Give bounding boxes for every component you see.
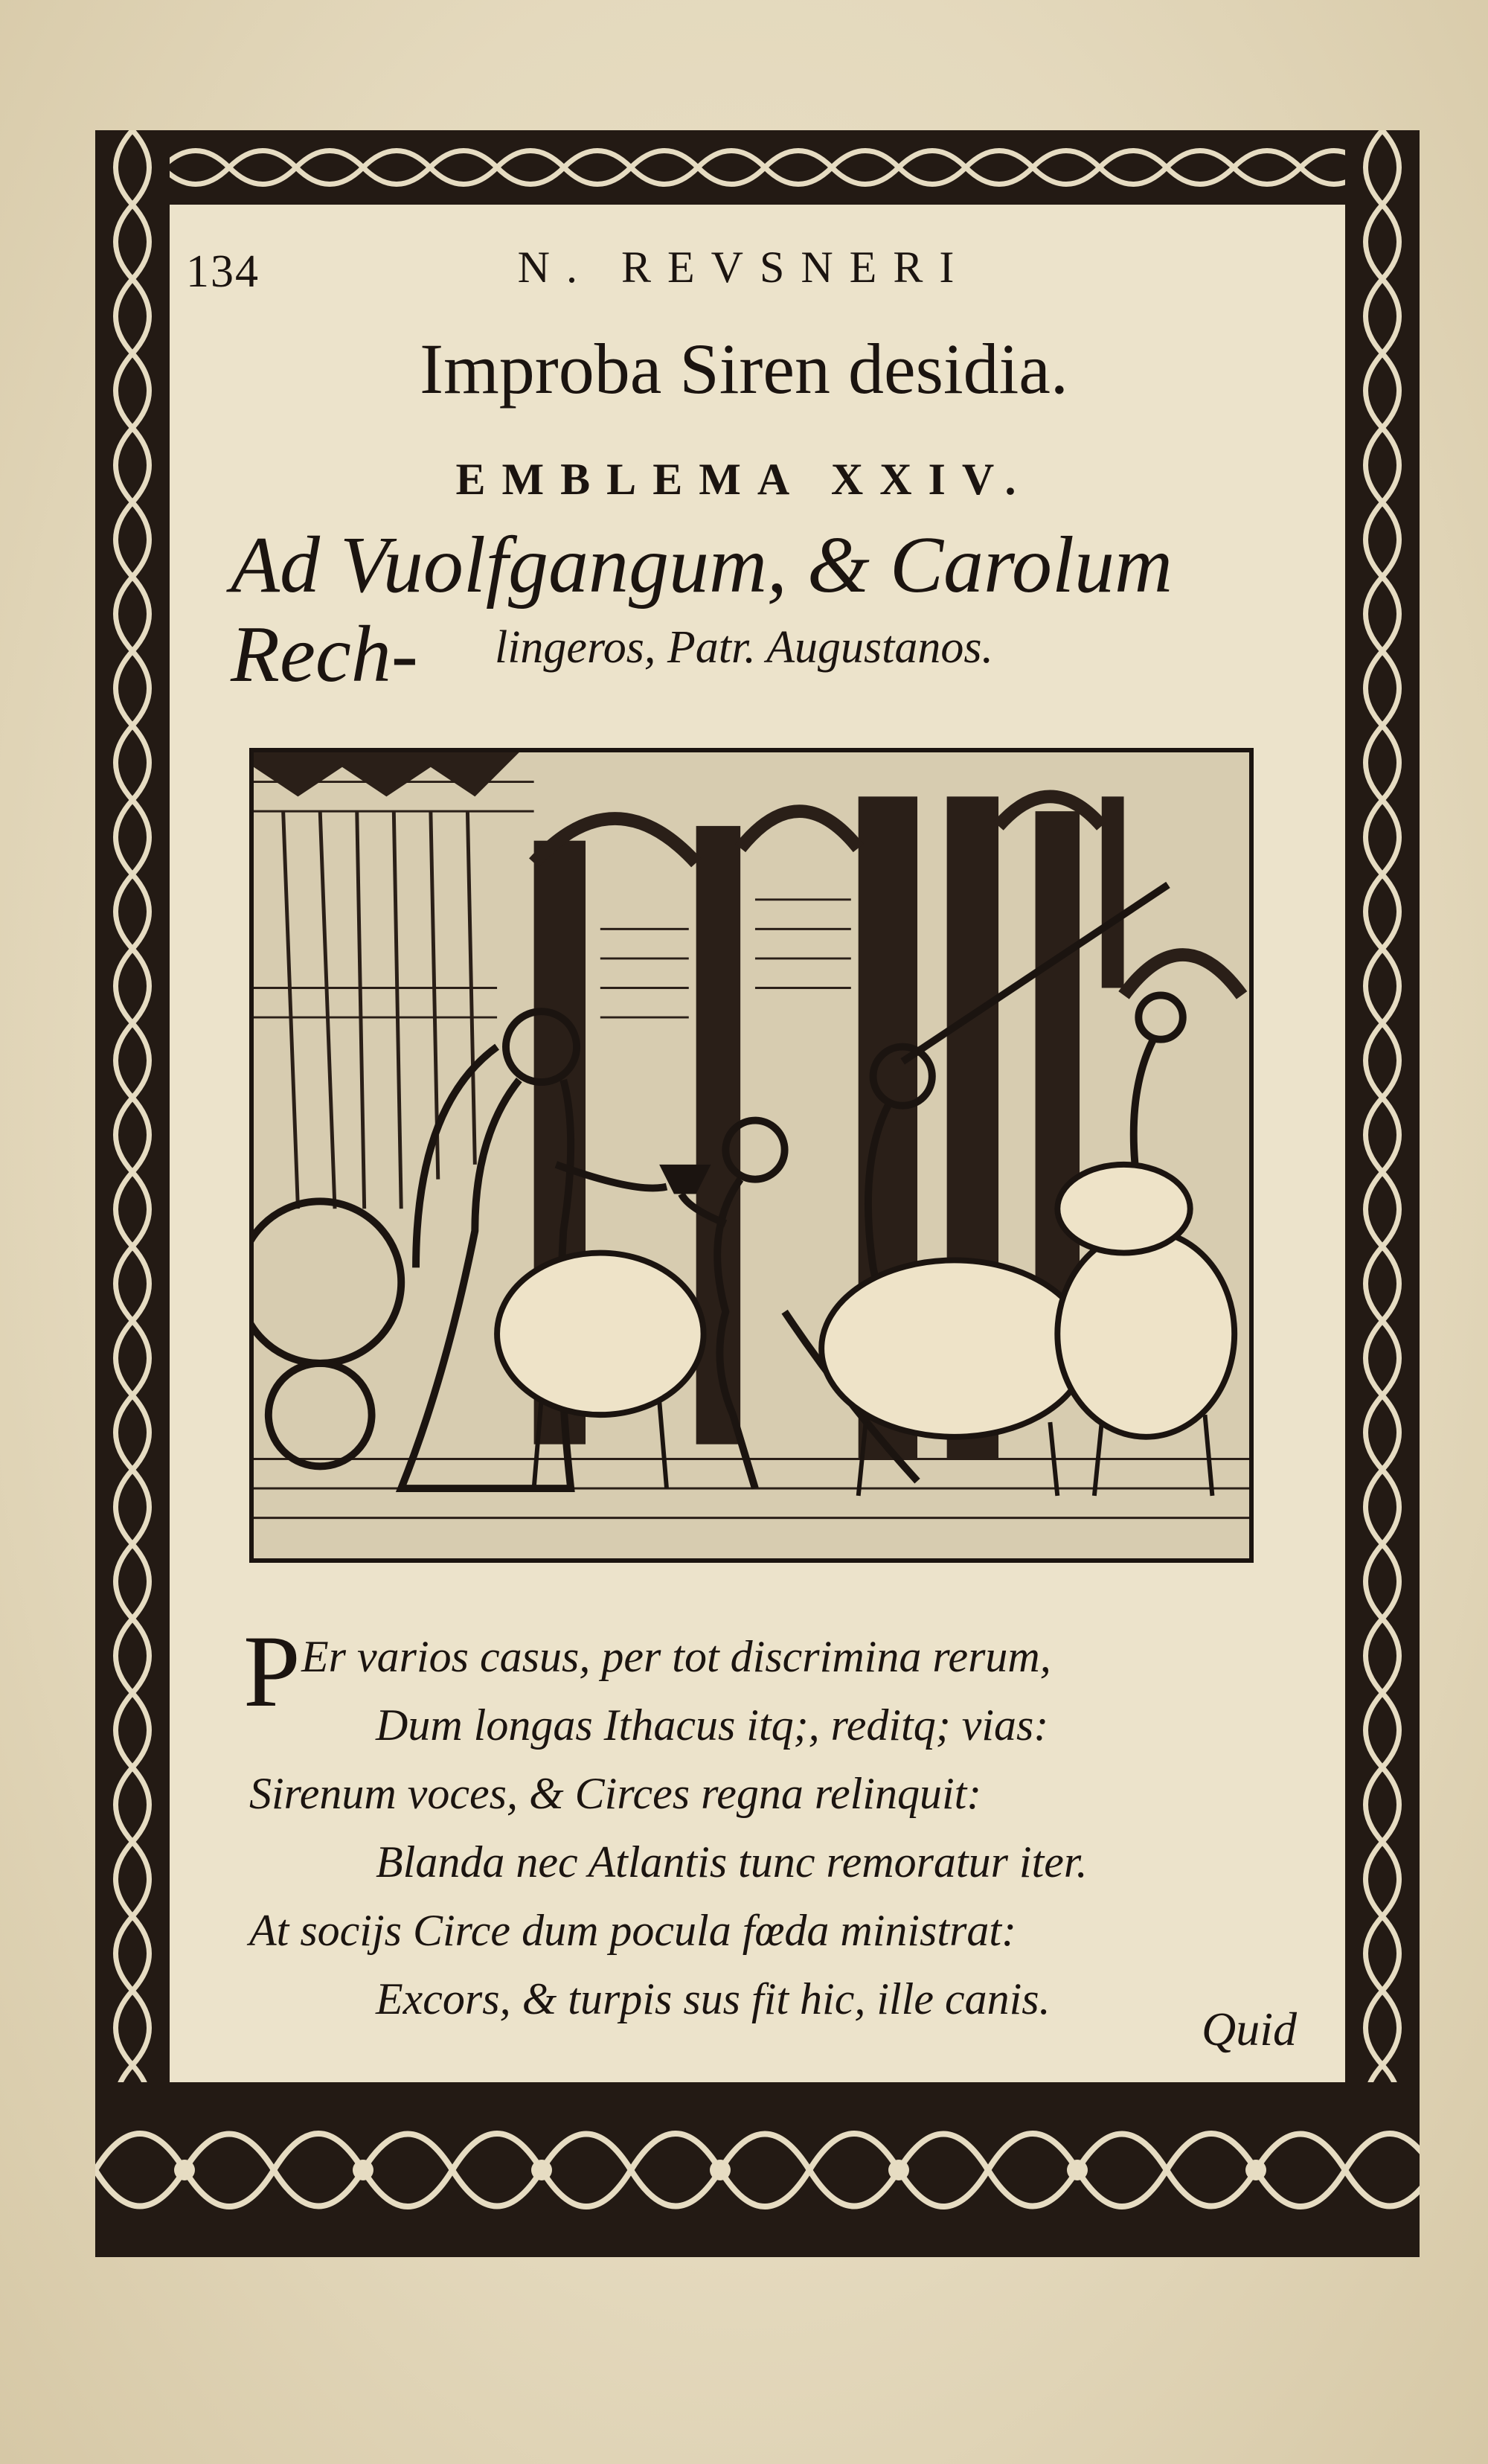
catchword: Quid <box>1202 2003 1297 2055</box>
dedication-line-1: Ad Vuolfgangum, & Carolum Rech- <box>231 521 1173 699</box>
emblem-poem <box>243 1614 1254 2033</box>
dedication-line-2: lingeros, Patr. Augustanos. <box>494 622 993 673</box>
poem-line: Blanda nec Atlantis tunc remoratur iter. <box>376 1837 1088 1887</box>
emblem-number: EMBLEMA XXIV. <box>455 455 1033 504</box>
poem-line: Er varios casus, per tot discrimina rerum, <box>301 1632 1051 1681</box>
poem-line: Dum longas Ithacus itq;, reditq; vias: <box>376 1700 1049 1750</box>
ornament-bottom <box>95 2082 1420 2257</box>
woodcut-illustration <box>249 748 1254 1563</box>
page-number: 134 <box>186 246 260 297</box>
ornament-top <box>95 130 1420 205</box>
poem-line: Excors, & turpis sus fit hic, ille canis. <box>376 1974 1051 2023</box>
drop-cap: P <box>243 1614 301 1728</box>
running-head: N. REVSNERI <box>517 243 971 292</box>
ornament-right <box>1345 130 1420 2257</box>
poem-line: At socijs Circe dum pocula fœda ministrat: <box>249 1906 1017 1955</box>
ornament-left <box>95 130 170 2257</box>
poem-line: Sirenum voces, & Circes regna relinquit: <box>249 1769 982 1818</box>
emblem-motto: Improba Siren desidia. <box>420 329 1068 409</box>
